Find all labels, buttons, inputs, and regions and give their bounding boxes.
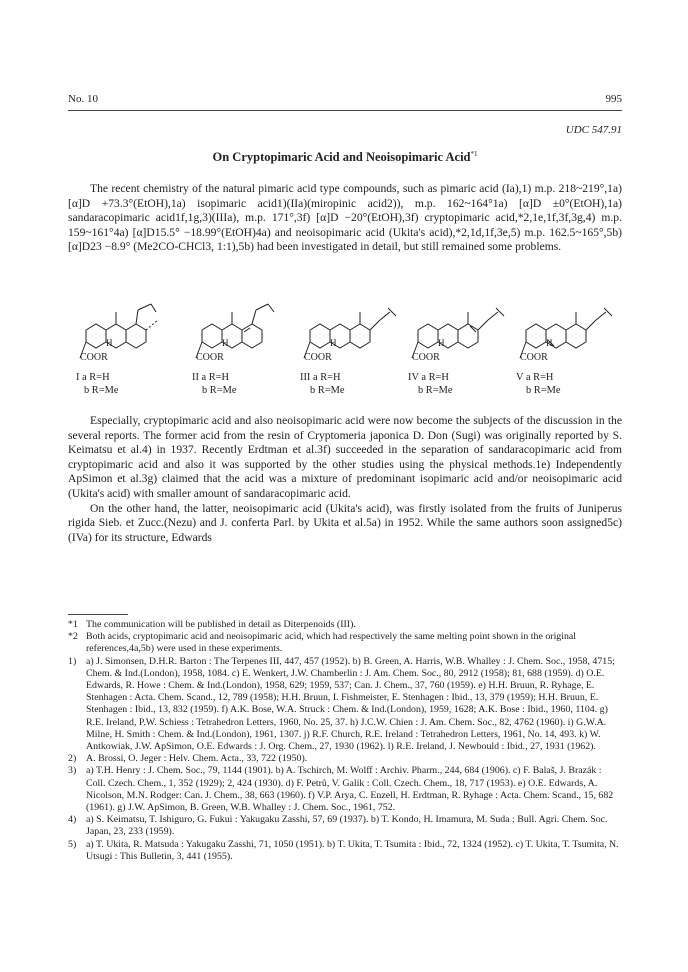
structure-V xyxy=(516,290,624,408)
udc-code: UDC 547.91 xyxy=(565,124,622,136)
footnote-mark: *2 xyxy=(68,631,78,643)
article-title xyxy=(68,150,622,165)
reference-text: a) T.H. Henry : J. Chem. Soc., 79, 1144 (1901). b) A. Tschirch, M. Wolff : Archiv. Pharm., 244, 684 (1906). c) F. Balaš, J. Brazák : Coll. Czech. Chem., 1, 352 (1929); 2, 424 (1930). d) F. Petrů, V. Galik : Coll. Czech. Chem., 18, 717 (1953). e) O.E. Edwards, A. Nicolson, M.N. Rodger: Can. J. Chem., 38, 663 (1960). f) V.P. Arya, C. Enzell, H. Erdtman, R. Ryhage : Acta. Chem. Scand., 15, 682 (1961). g) J.W. ApSimon, B. Green, W.B. Whalley : J. Chem. Soc., 1961, 752. xyxy=(86,765,614,814)
running-head xyxy=(68,93,622,109)
structure-I-coor: COOR xyxy=(80,352,108,363)
structure-IV-label-b: b R=Me xyxy=(418,385,453,396)
reference-number: 5) xyxy=(68,838,77,850)
structure-III-h: H xyxy=(330,338,337,348)
header-rule xyxy=(68,110,622,111)
reference-text: a) J. Simonsen, D.H.R. Barton : The Terpenes III, 447, 457 (1952). b) B. Green, A. Harris, W.B. Whalley : J. Chem. Soc., 1958, 4715; Chem. & Ind.(London), 1958, 1084. c) E. Wenkert, J.W. Chamberlin : J. Am. Chem. Soc., 80, 2912 (1958); 81, 688 (1959). d) O.E. Edwards, R. Howe : Chem. & Ind.(London), 1958, 629; 1959, 537; Can. J. Chem., 37, 760 (1959). e) H.H. Bruun, R. Ryhage, E. Stenhagen : Acta. Chem. Scand., 12, 789 (1958); H.H. Bruun, I. Fishmeister, E. Stenhagen : Ibid., 13, 379 (1959); H.H. Bruun, E. Stenhagen : Ibid., 13, 832 (1959). f) A.K. Bose, W.A. Struck : Chem. & Ind.(London), 1959, 1628; A.K. Bose : Ibid., 1960, 1104. g) R.E. Ireland, P.W. Schiess : Tetrahedron Letters, 1960, No. 25, 37. h) J.C.W. Chien : J. Am. Chem. Soc., 82, 4762 (1960). i) G.W.A. Milne, H. Smith : Chem. & Ind.(London), 1961, 1307. j) R.F. Church, R.E. Ireland : Tetrahedron Letters, 1961, No. 14, 493. k) W. Antkowiak, J.W. ApSimon, O.E. Edwards : J. Org. Chem., 27, 1930 (1962). l) R.E. Ireland, J. Newbould : Ibid., 27, 1931 (1962). xyxy=(86,655,615,753)
structure-IV xyxy=(408,290,516,408)
reference xyxy=(68,814,622,838)
structure-I-label-a: I a R=H xyxy=(76,372,110,383)
reference-number: 3) xyxy=(68,765,77,777)
structure-III xyxy=(300,290,408,408)
footnote-text: The communication will be published in detail as Diterpenoids (III). xyxy=(86,619,356,630)
structure-I xyxy=(76,290,184,408)
structure-II xyxy=(192,290,300,408)
structure-III-label-a: III a R=H xyxy=(300,372,341,383)
structure-V-label-a: V a R=H xyxy=(516,372,554,383)
structure-III-coor: COOR xyxy=(304,352,332,363)
reference xyxy=(68,839,622,863)
page-number: 995 xyxy=(605,93,622,105)
structure-II-h: H xyxy=(222,338,229,348)
issue-number: No. 10 xyxy=(68,93,98,105)
structure-V-coor: COOR xyxy=(520,352,548,363)
structure-I-label-b: b R=Me xyxy=(84,385,119,396)
structure-IV-coor: COOR xyxy=(412,352,440,363)
title-footnote-mark: *1 xyxy=(470,150,478,158)
intro-text: The recent chemistry of the natural pimaric acid type compounds, such as pimaric acid (Ia),1) m.p. 218~219°,1a) [α]D +73.3°(EtOH),1a) isopimaric acid1)(IIa)(miropinic acid2)), m.p. 162~164°1a) [α]D ±0°(EtOH),1a) sandaracopimaric acid1f,1g,3)(IIIa), m.p. 171°,3f) [α]D −20°(EtOH),3f) cryptopimaric acid,*2,1e,1f,3f,3g,4) m.p. 159~161°4a) [α]D15.5° −18.99°(EtOH)4a) and neoisopimaric acid (Ukita's acid),*2,1d,1f,3e,5) m.p. 162.5~165°,5b) [α]D23 −8.9° (Me2CO-CHCl3, 1:1),5b) had been investigated in detail, but still remained some problems. xyxy=(68,182,622,254)
structure-V-label-b: b R=Me xyxy=(526,385,561,396)
discussion-text xyxy=(68,414,622,545)
reference xyxy=(68,656,622,754)
structure-IV-h: H xyxy=(438,338,445,348)
footnote xyxy=(68,619,622,631)
structure-figures xyxy=(68,290,622,408)
structure-V-h: H xyxy=(546,338,553,348)
reference-text: a) S. Keimatsu, T. Ishiguro, G. Fukui : Yakugaku Zasshi, 57, 69 (1937). b) T. Kondo, H. Imamura, M. Suda : Bull. Agri. Chem. Soc. Japan, 23, 233 (1959). xyxy=(86,814,608,838)
footnote-mark: *1 xyxy=(68,619,78,630)
reference-text: A. Brossi, O. Jeger : Helv. Chem. Acta., 33, 722 (1950). xyxy=(86,753,308,765)
reference xyxy=(68,753,622,765)
title-text: On Cryptopimaric Acid and Neoisopimaric Acid xyxy=(212,150,471,165)
reference-number: 4) xyxy=(68,814,77,826)
reference-number: 2) xyxy=(68,753,77,765)
reference-number: 1) xyxy=(68,655,77,667)
footnotes xyxy=(68,614,622,863)
reference-text: a) T. Ukita, R. Matsuda : Yakugaku Zasshi, 71, 1050 (1951). b) T. Ukita, T. Tsumita : Ibid., 72, 1324 (1952). c) T. Ukita, T. Tsumita, N. Utsugi : This Bulletin, 3, 441 (1955). xyxy=(86,838,619,862)
structure-II-label-a: II a R=H xyxy=(192,372,230,383)
paragraph-1: Especially, cryptopimaric acid and also neoisopimaric acid were now become the subjects of the discussion in the several reports. The former acid from the resin of Cryptomeria japonica D. Don (Sugi) was originally reported by S. Keimatsu et al.4) in 1937. Recently Erdtman et al.3f) succeeded in the separation of sandaracopimaric acid from cryptopimaric acid and also it was supported by the other studies using the physical methods.1e) Independently ApSimon et al.3g) claimed that the acid was a mixture of predominant isopimaric acid and/or neoisopimaric acid (Ukita's acid) with smaller amount of sandaracopimaric acid. xyxy=(68,414,622,500)
structure-III-label-b: b R=Me xyxy=(310,385,345,396)
structure-II-coor: COOR xyxy=(196,352,224,363)
intro-paragraph xyxy=(68,182,622,255)
structure-II-label-b: b R=Me xyxy=(202,385,237,396)
footnote-text: Both acids, cryptopimaric acid and neoisopimaric acid, which had respectively the same melting point shown in the original references,4a,5b) were used in these experiments. xyxy=(86,631,577,655)
structure-I-h: H xyxy=(106,338,113,348)
paragraph-2: On the other hand, the latter, neoisopimaric acid (Ukita's acid), was firstly isolated from the fruits of Juniperus rigida Sieb. et Zucc.(Nezu) and J. conferta Parl. by Ukita et al.5a) in 1952. While the same authors soon assigned5c)(IVa) for its structure, Edwards xyxy=(68,501,622,544)
footnote-rule xyxy=(68,614,128,615)
reference xyxy=(68,765,622,814)
structure-IV-label-a: IV a R=H xyxy=(408,372,449,383)
footnote xyxy=(68,631,622,655)
